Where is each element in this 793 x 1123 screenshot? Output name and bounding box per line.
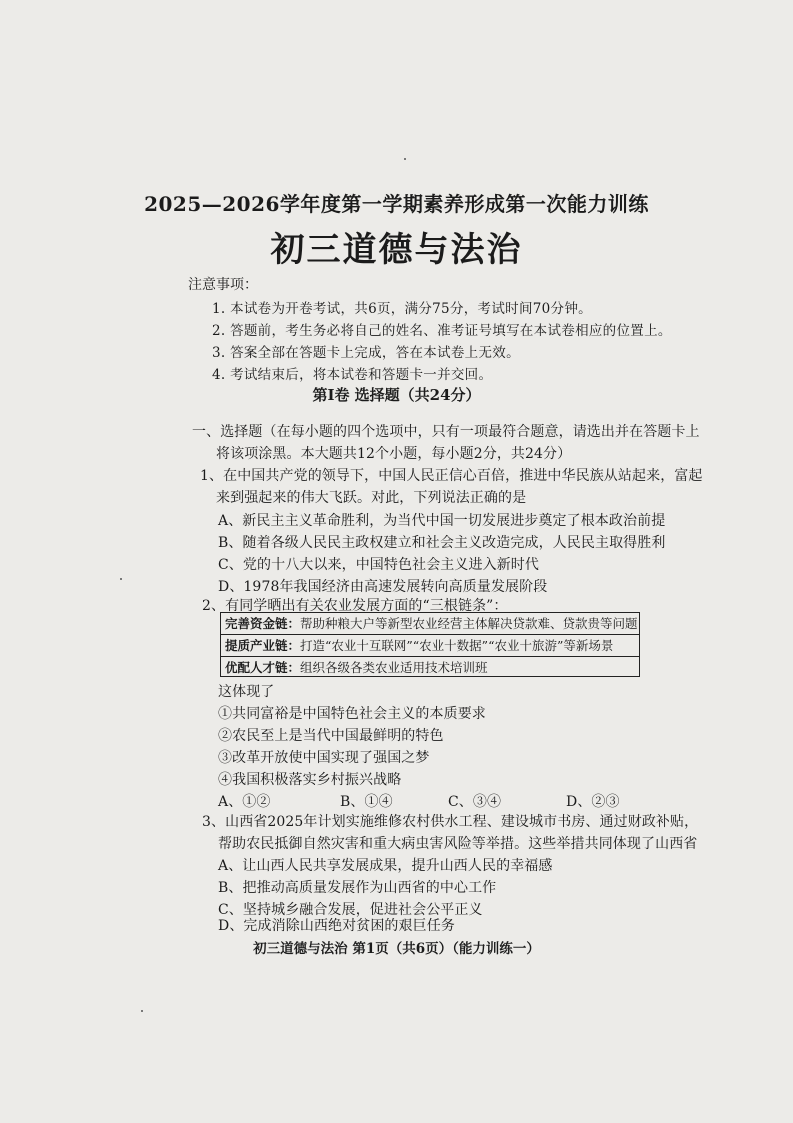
row-label: 提质产业链： [225,638,301,653]
row-label: 优配人才链： [225,660,301,675]
notice-item: 2. 答题前，考生务必将自己的姓名、准考证号填写在本试卷相应的位置上。 [212,323,672,339]
question-2-option: C、③④ [448,794,502,810]
notice-item: 1. 本试卷为开卷考试，共6页，满分75分，考试时间70分钟。 [212,301,592,317]
question-2-statement: ④我国积极落实乡村振兴战略 [218,772,402,788]
scan-speck [404,158,406,160]
question-2-stem: 2、有同学晒出有关农业发展方面的“三根链条”： [202,598,508,614]
row-text: 打造“农业十互联网”“农业十数据”“农业十旅游”等新场景 [300,638,614,653]
scan-speck [120,578,122,580]
question-2-lead: 这体现了 [218,684,275,700]
question-2-option: B、①④ [340,794,393,810]
subject-title: 初三道德与法治 [270,230,523,270]
question-1-option: C、党的十八大以来，中国特色社会主义进入新时代 [218,557,540,573]
notice-heading: 注意事项： [188,277,258,293]
exam-title: 2025—2026学年度第一学期素养形成第一次能力训练 [144,192,649,216]
question-2-option: A、①② [218,794,271,810]
question-1-option: D、1978年我国经济由高速发展转向高质量发展阶段 [218,579,548,595]
question-1-stem: 来到强起来的伟大飞跃。对此，下列说法正确的是 [216,490,527,506]
question-2-statement: ③改革开放使中国实现了强国之梦 [218,750,430,766]
question-1-option: B、随着各级人民民主政权建立和社会主义改造完成，人民民主取得胜利 [218,535,666,551]
question-2-statement: ①共同富裕是中国特色社会主义的本质要求 [218,706,486,722]
question-1-option: A、新民主主义革命胜利，为当代中国一切发展进步奠定了根本政治前提 [218,513,666,529]
table-row [221,613,639,635]
question-1-stem: 1、在中国共产党的领导下，中国人民正信心百倍，推进中华民族从站起来，富起 [200,468,703,484]
question-2-statement: ②农民至上是当代中国最鲜明的特色 [218,728,444,744]
section-heading: 第Ⅰ卷 选择题（共24分） [312,386,481,404]
question-3-stem: 3、山西省2025年计划实施维修农村供水工程、建设城市书房、通过财政补贴， [202,814,699,830]
question-3-option: C、坚持城乡融合发展，促进社会公平正义 [218,902,483,918]
page-footer: 初三道德与法治 第1页（共6页）（能力训练一） [253,941,540,957]
row-text: 组织各级各类农业适用技术培训班 [300,660,488,675]
section-instruction: 一、选择题（在每小题的四个选项中，只有一项最符合题意，请选出并在答题卡上 [192,424,700,440]
question-2-option: D、②③ [566,794,620,810]
scan-speck [141,1010,143,1012]
notice-item: 3. 答案全部在答题卡上完成，答在本试卷上无效。 [212,345,520,361]
row-label: 完善资金链： [225,616,301,631]
row-text: 帮助种粮大户等新型农业经营主体解决贷款难、贷款贵等问题 [300,616,638,631]
table-row [221,657,639,678]
table-row [221,635,639,657]
question-3-option: A、让山西人民共享发展成果，提升山西人民的幸福感 [218,858,553,874]
question-3-option: D、完成消除山西绝对贫困的艰巨任务 [218,918,455,934]
notice-item: 4. 考试结束后，将本试卷和答题卡一并交回。 [212,367,493,383]
three-chains-table [220,612,640,677]
question-3-option: B、把推动高质量发展作为山西省的中心工作 [218,880,497,896]
question-3-stem: 帮助农民抵御自然灾害和重大病虫害风险等举措。这些举措共同体现了山西省 [218,836,698,852]
section-instruction: 将该项涂黑。本大题共12个小题，每小题2分，共24分） [216,446,572,462]
